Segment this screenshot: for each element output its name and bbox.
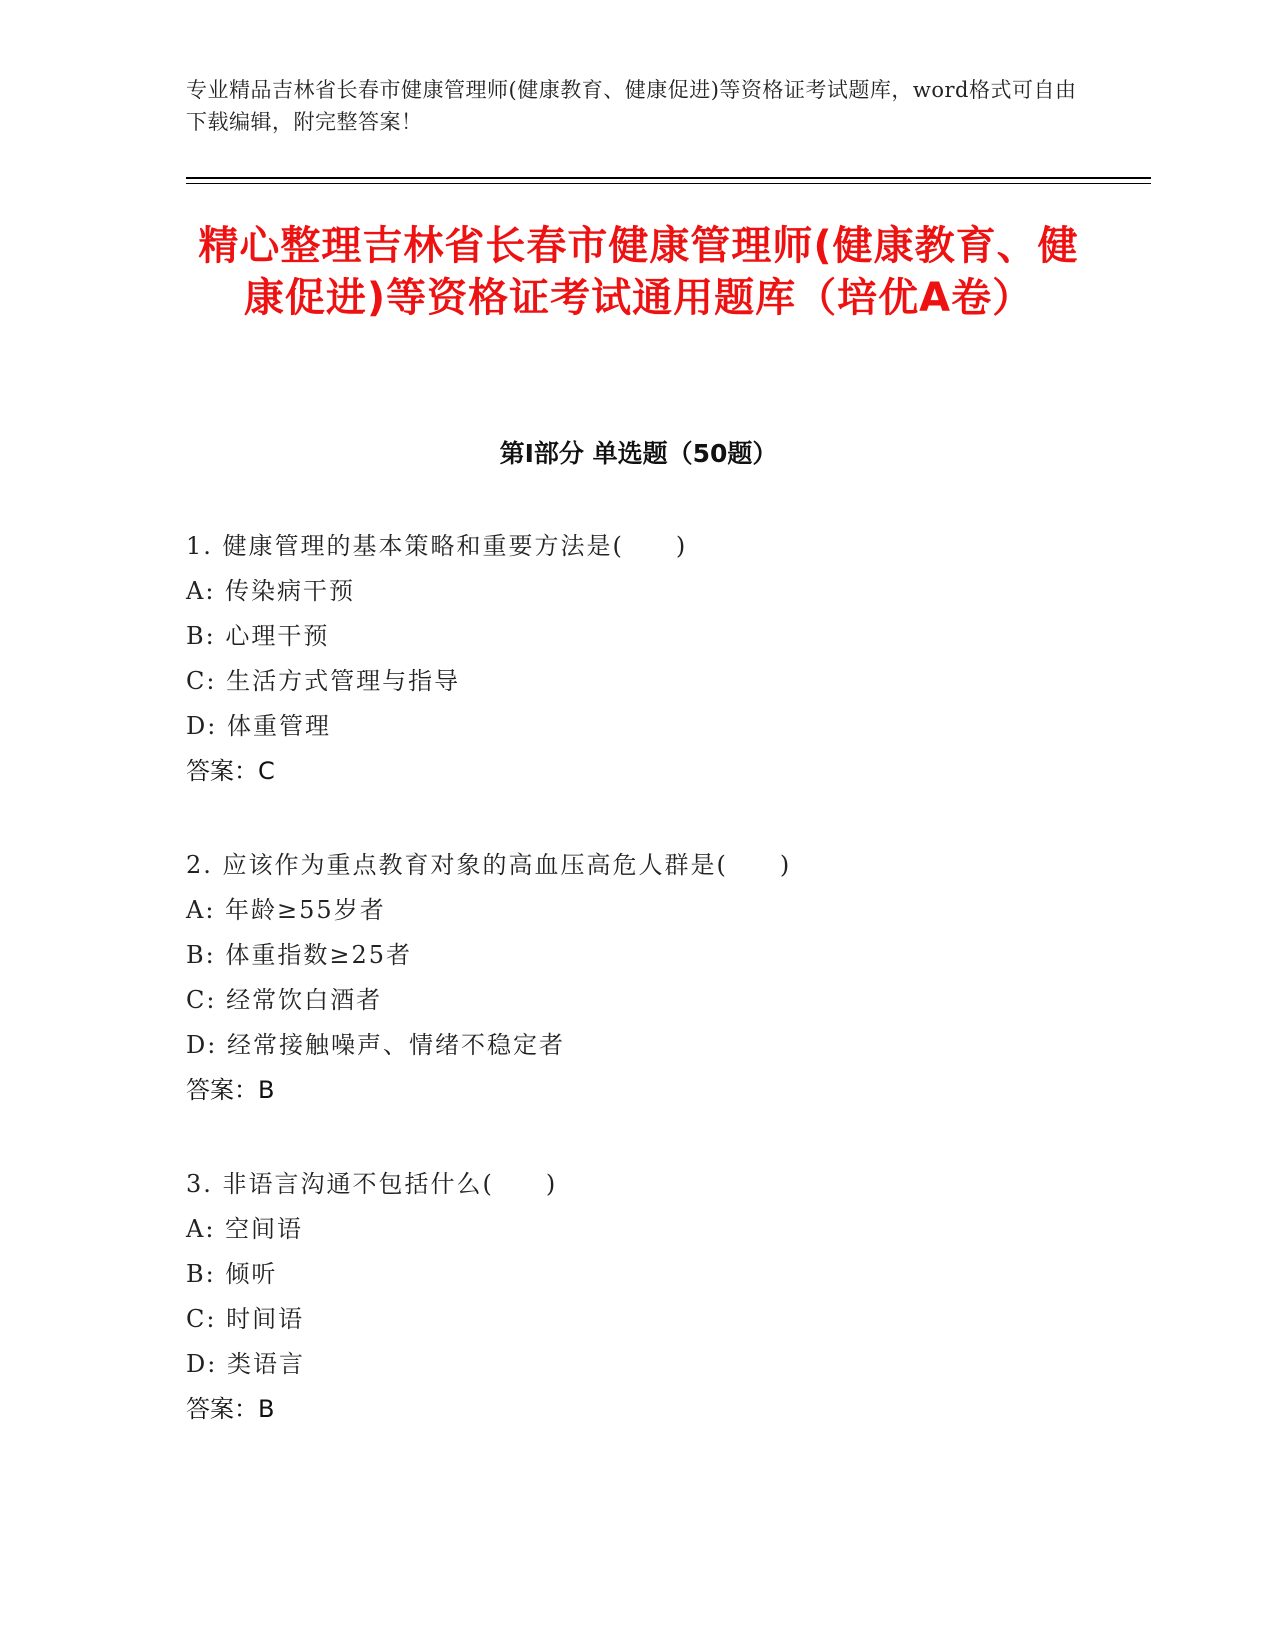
option-a: A: 传染病干预 bbox=[186, 577, 356, 605]
answer-line: 答案：B bbox=[186, 1395, 275, 1423]
option-a: A: 年龄≥55岁者 bbox=[186, 896, 386, 924]
document-title: 精心整理吉林省长春市健康管理师(健康教育、健康促进)等资格证考试通用题库（培优A卷） bbox=[198, 223, 1079, 321]
option-d: D: 经常接触噪声、情绪不稳定者 bbox=[186, 1031, 565, 1059]
option-d: D: 类语言 bbox=[186, 1350, 305, 1378]
header-divider-thick bbox=[186, 177, 1151, 179]
question-stem: 1. 健康管理的基本策略和重要方法是( ) bbox=[186, 532, 688, 560]
option-b: B: 心理干预 bbox=[186, 622, 330, 650]
option-a: A: 空间语 bbox=[186, 1215, 304, 1243]
section-heading: 第I部分 单选题（50题） bbox=[499, 439, 778, 468]
option-c: C: 时间语 bbox=[186, 1305, 305, 1333]
answer-line: 答案：B bbox=[186, 1076, 275, 1104]
question-stem: 3. 非语言沟通不包括什么( ) bbox=[186, 1170, 558, 1198]
option-c: C: 经常饮白酒者 bbox=[186, 986, 383, 1014]
option-b: B: 体重指数≥25者 bbox=[186, 941, 412, 969]
question-block bbox=[186, 1162, 1086, 1432]
option-b: B: 倾听 bbox=[186, 1260, 278, 1288]
question-block bbox=[186, 524, 1086, 794]
header-note: 专业精品吉林省长春市健康管理师(健康教育、健康促进)等资格证考试题库，word格式可自由下载编辑，附完整答案！ bbox=[186, 78, 1077, 134]
question-block bbox=[186, 843, 1086, 1113]
option-c: C: 生活方式管理与指导 bbox=[186, 667, 461, 695]
header-divider-thin bbox=[186, 183, 1151, 184]
answer-line: 答案：C bbox=[186, 757, 275, 785]
question-stem: 2. 应该作为重点教育对象的高血压高危人群是( ) bbox=[186, 851, 792, 879]
option-d: D: 体重管理 bbox=[186, 712, 331, 740]
